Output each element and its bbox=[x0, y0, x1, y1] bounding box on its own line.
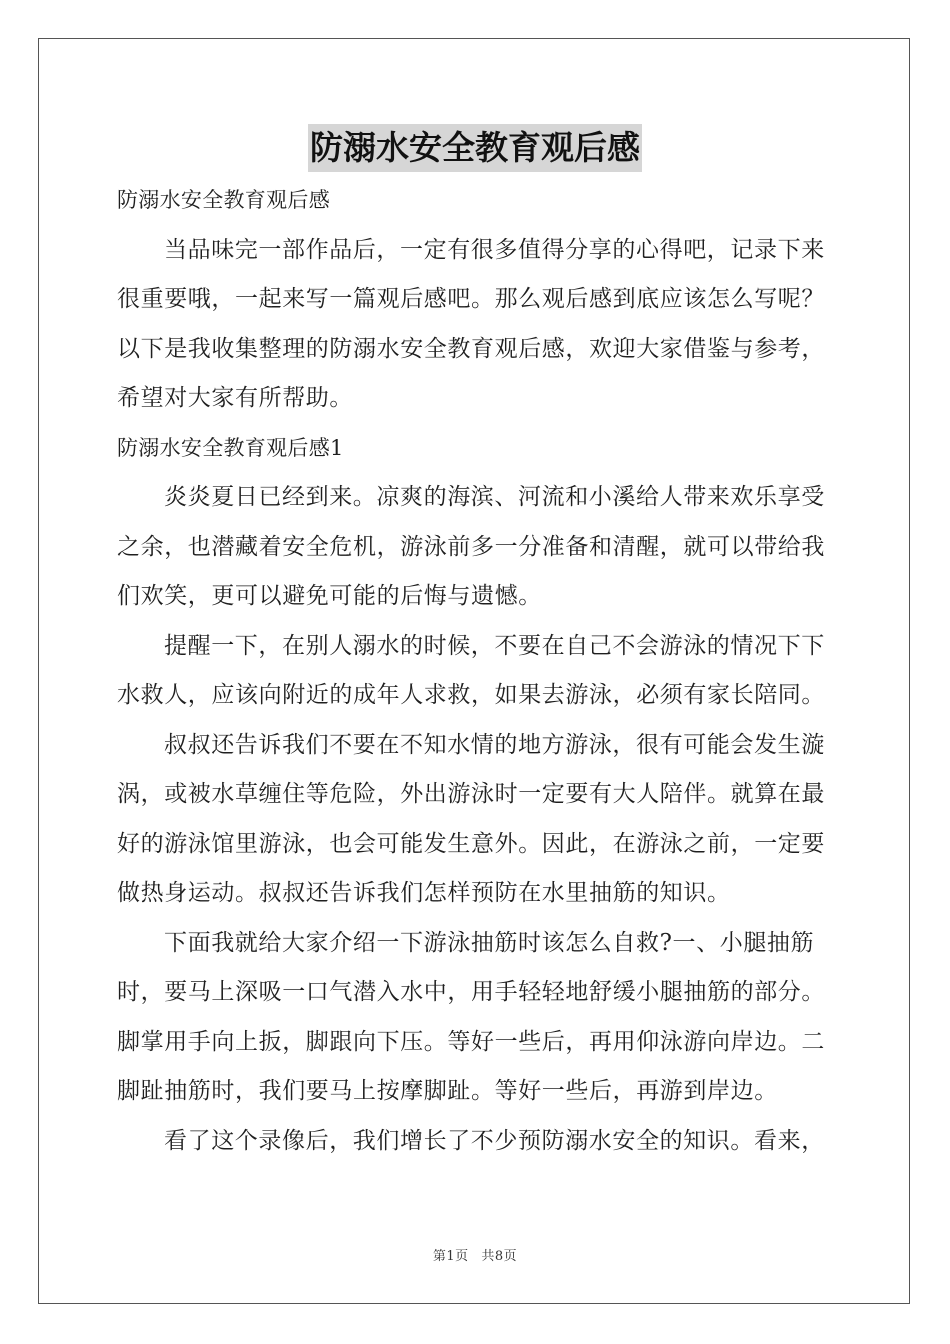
text-line: 时，要马上深吸一口气潜入水中，用手轻轻地舒缓小腿抽筋的部分。 bbox=[117, 979, 825, 1005]
page-number-total: 共8页 bbox=[481, 1249, 518, 1264]
text-line: 提醒一下，在别人溺水的时候，不要在自己不会游泳的情况下下 bbox=[164, 632, 825, 659]
text-line: 以下是我收集整理的防溺水安全教育观后感，欢迎大家借鉴与参考， bbox=[117, 335, 825, 362]
text-line: 看了这个录像后，我们增长了不少预防溺水安全的知识。看来， bbox=[164, 1127, 825, 1154]
text-line: 做热身运动。叔叔还告诉我们怎样预防在水里抽筋的知识。 bbox=[117, 880, 731, 906]
document-title: 防溺水安全教育观后感 bbox=[308, 124, 642, 172]
text-line: 们欢笑，更可以避免可能的后悔与遗憾。 bbox=[117, 583, 542, 609]
text-line: 好的游泳馆里游泳，也会可能发生意外。因此，在游泳之前，一定要 bbox=[117, 830, 825, 857]
text-line: 叔叔还告诉我们不要在不知水情的地方游泳，很有可能会发生漩 bbox=[164, 731, 825, 758]
text-line: 脚趾抽筋时，我们要马上按摩脚趾。等好一些后，再游到岸边。 bbox=[117, 1078, 778, 1104]
text-line: 防溺水安全教育观后感 bbox=[117, 188, 330, 212]
text-line: 炎炎夏日已经到来。凉爽的海滨、河流和小溪给人带来欢乐享受 bbox=[164, 484, 825, 510]
document-body bbox=[117, 176, 837, 1166]
title-container bbox=[0, 124, 950, 172]
text-line: 当品味完一部作品后，一定有很多值得分享的心得吧，记录下来 bbox=[164, 236, 825, 263]
text-line: 之余，也潜藏着安全危机，游泳前多一分准备和清醒，就可以带给我 bbox=[117, 533, 825, 560]
text-line: 水救人，应该向附近的成年人求救，如果去游泳，必须有家长陪同。 bbox=[117, 682, 825, 708]
text-line: 涡，或被水草缠住等危险，外出游泳时一定要有大人陪伴。就算在最 bbox=[117, 781, 825, 807]
text-line: 很重要哦，一起来写一篇观后感吧。那么观后感到底应该怎么写呢？ bbox=[117, 286, 825, 312]
section-heading: 防溺水安全教育观后感1 bbox=[117, 435, 344, 460]
page-number-current: 第1页 bbox=[432, 1249, 469, 1264]
text-line: 下面我就给大家介绍一下游泳抽筋时该怎么自救?一、小腿抽筋 bbox=[164, 929, 815, 956]
page-footer bbox=[0, 1245, 950, 1264]
text-line: 希望对大家有所帮助。 bbox=[117, 385, 353, 411]
text-line: 脚掌用手向上扳，脚跟向下压。等好一些后，再用仰泳游向岸边。二 bbox=[117, 1028, 825, 1055]
